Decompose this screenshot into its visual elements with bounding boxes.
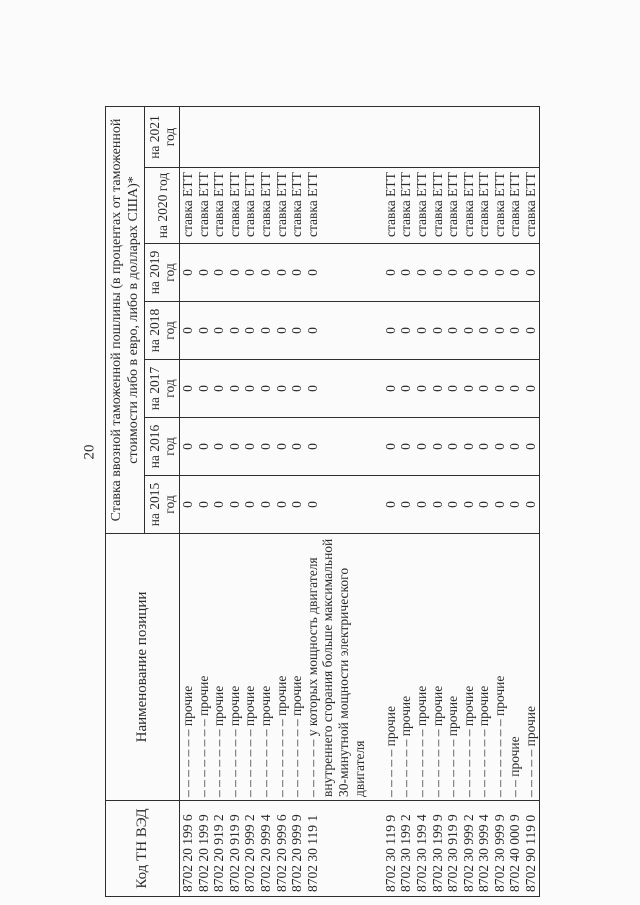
position-name: – – – – – – – – прочие	[274, 534, 290, 801]
position-name: – – – – – – – прочие	[476, 534, 492, 801]
table-row	[289, 106, 305, 896]
rate-value	[242, 106, 258, 167]
position-name: – – – – – – – прочие	[430, 534, 446, 801]
rate-value: 0	[414, 244, 430, 302]
position-name: – – – – – – – прочие	[414, 534, 430, 801]
rate-value	[523, 106, 539, 167]
rate-value: 0	[227, 476, 243, 534]
page-number: 20	[81, 444, 98, 460]
rate-value: 0	[523, 302, 539, 360]
rate-value: 0	[523, 418, 539, 476]
rate-value: 0	[414, 302, 430, 360]
tariff-code: 8702 30 919 9	[445, 801, 461, 897]
position-name: – – – – – – – прочие	[242, 534, 258, 801]
rate-value: 0	[445, 360, 461, 418]
rate-value	[414, 106, 430, 167]
rate-value: 0	[242, 302, 258, 360]
header-rate: Ставка ввозной таможенной пошлины (в процентах от таможенной стоимости либо в евро, либо в долларах США)*	[106, 106, 145, 533]
tariff-code: 8702 30 999 9	[492, 801, 508, 897]
header-name: Наименование позиции	[106, 534, 180, 801]
table-row	[211, 106, 227, 896]
rate-value: 0	[461, 476, 477, 534]
rate-value	[383, 106, 399, 167]
rate-value: ставка ЕТТ	[242, 168, 258, 244]
header-code: Код ТН ВЭД	[106, 801, 180, 897]
position-name: – – – – – – прочие	[445, 534, 461, 801]
rate-value: 0	[398, 302, 414, 360]
group-spacer	[367, 106, 383, 896]
rate-value: 0	[445, 302, 461, 360]
rate-value: ставка ЕТТ	[258, 168, 274, 244]
rate-value: 0	[492, 360, 508, 418]
rate-value: 0	[507, 476, 523, 534]
rate-value: ставка ЕТТ	[196, 168, 212, 244]
rate-value	[430, 106, 446, 167]
rate-value	[398, 106, 414, 167]
rate-value: 0	[289, 244, 305, 302]
rate-value: ставка ЕТТ	[305, 168, 367, 244]
rate-value: 0	[274, 302, 290, 360]
rate-value: 0	[305, 302, 367, 360]
tariff-code: 8702 20 199 9	[196, 801, 212, 897]
rate-value: 0	[289, 476, 305, 534]
rate-value: ставка ЕТТ	[180, 168, 196, 244]
position-name: – – – – – – – прочие	[180, 534, 196, 801]
header-year-2016: на 2016 год	[145, 418, 180, 476]
spacer-cell	[367, 418, 383, 476]
rate-value: 0	[383, 302, 399, 360]
rate-value: 0	[258, 244, 274, 302]
rate-value: 0	[492, 418, 508, 476]
rate-value: 0	[383, 476, 399, 534]
rate-value: 0	[211, 360, 227, 418]
rate-value: 0	[445, 476, 461, 534]
rate-value: ставка ЕТТ	[227, 168, 243, 244]
rate-value: 0	[507, 302, 523, 360]
rate-value: 0	[242, 418, 258, 476]
spacer-cell	[367, 476, 383, 534]
rate-value: 0	[289, 418, 305, 476]
tariff-code: 8702 20 919 2	[211, 801, 227, 897]
table-row	[430, 106, 446, 896]
position-name: – – – – – – – прочие	[227, 534, 243, 801]
rate-value: 0	[227, 302, 243, 360]
rate-value: 0	[305, 360, 367, 418]
rate-value: 0	[383, 244, 399, 302]
tariff-code: 8702 30 199 9	[430, 801, 446, 897]
table-row	[507, 106, 523, 896]
rate-value: ставка ЕТТ	[414, 168, 430, 244]
rate-value: ставка ЕТТ	[507, 168, 523, 244]
position-name: – – – – – – у которых мощность двигателя внутреннего сгорания больше максимальной 30-минутной мощности электрического двигателя	[305, 534, 367, 801]
rate-value: 0	[180, 418, 196, 476]
rate-value: 0	[492, 302, 508, 360]
tariff-code: 8702 30 199 2	[398, 801, 414, 897]
rate-value: ставка ЕТТ	[430, 168, 446, 244]
rate-value: 0	[414, 476, 430, 534]
rate-value: ставка ЕТТ	[476, 168, 492, 244]
rate-value	[227, 106, 243, 167]
rate-value: 0	[258, 476, 274, 534]
rate-value: 0	[476, 244, 492, 302]
rate-value: ставка ЕТТ	[211, 168, 227, 244]
rate-value: ставка ЕТТ	[274, 168, 290, 244]
tariff-code: 8702 20 919 9	[227, 801, 243, 897]
rate-value: 0	[274, 418, 290, 476]
table-row	[227, 106, 243, 896]
rate-value: 0	[305, 418, 367, 476]
rate-value: 0	[461, 244, 477, 302]
tariff-code: 8702 20 999 9	[289, 801, 305, 897]
rate-value: 0	[430, 418, 446, 476]
position-name: – – – – – – – – прочие	[289, 534, 305, 801]
rate-value: ставка ЕТТ	[492, 168, 508, 244]
rate-value: 0	[180, 302, 196, 360]
tariff-code: 8702 20 999 4	[258, 801, 274, 897]
rate-value: 0	[476, 302, 492, 360]
rate-value	[461, 106, 477, 167]
rate-value: 0	[461, 418, 477, 476]
rate-value: 0	[398, 360, 414, 418]
rate-value: 0	[492, 476, 508, 534]
rate-value: 0	[398, 244, 414, 302]
rate-value	[445, 106, 461, 167]
rate-value: 0	[476, 476, 492, 534]
rate-value: 0	[180, 244, 196, 302]
tariff-code: 8702 30 199 4	[414, 801, 430, 897]
rate-value: 0	[523, 244, 539, 302]
rate-value: 0	[430, 302, 446, 360]
table-row	[180, 106, 196, 896]
rate-value: 0	[227, 244, 243, 302]
table-row	[492, 106, 508, 896]
rate-value: 0	[180, 476, 196, 534]
position-name: – – – – – – – – прочие	[492, 534, 508, 801]
header-year-2019: на 2019 год	[145, 244, 180, 302]
table-row	[445, 106, 461, 896]
rate-value: 0	[196, 360, 212, 418]
header-year-2018: на 2018 год	[145, 302, 180, 360]
position-name: – – – – – прочие	[523, 534, 539, 801]
position-name: – – – – – – прочие	[398, 534, 414, 801]
rate-value: ставка ЕТТ	[461, 168, 477, 244]
rate-value: 0	[476, 360, 492, 418]
spacer-cell	[367, 168, 383, 244]
rate-value: 0	[242, 244, 258, 302]
position-name: – – – – – прочие	[383, 534, 399, 801]
rate-value	[476, 106, 492, 167]
tariff-code: 8702 30 999 2	[461, 801, 477, 897]
rate-value: 0	[398, 476, 414, 534]
spacer-cell	[367, 302, 383, 360]
rate-value: 0	[523, 476, 539, 534]
rate-value	[305, 106, 367, 167]
rate-value: 0	[507, 244, 523, 302]
rate-value: 0	[289, 302, 305, 360]
position-name: – – – – – – – прочие	[258, 534, 274, 801]
rate-value: 0	[227, 418, 243, 476]
rate-value: 0	[305, 476, 367, 534]
rate-value: 0	[227, 360, 243, 418]
rate-value: 0	[445, 244, 461, 302]
rate-value: 0	[476, 418, 492, 476]
rate-value: 0	[461, 360, 477, 418]
rate-value: 0	[242, 476, 258, 534]
rate-value: 0	[430, 360, 446, 418]
rate-value: ставка ЕТТ	[398, 168, 414, 244]
table-row	[258, 106, 274, 896]
rate-value: ставка ЕТТ	[523, 168, 539, 244]
tariff-code: 8702 30 119 1	[305, 801, 367, 897]
rate-value: 0	[258, 360, 274, 418]
table-row	[523, 106, 539, 896]
rate-value: 0	[242, 360, 258, 418]
rate-value: 0	[461, 302, 477, 360]
rate-value: 0	[196, 418, 212, 476]
rate-value: 0	[430, 476, 446, 534]
position-name: – – – – – – – – прочие	[196, 534, 212, 801]
rate-value: 0	[211, 418, 227, 476]
table-row	[398, 106, 414, 896]
rate-value: 0	[196, 476, 212, 534]
rate-value: 0	[507, 418, 523, 476]
spacer-cell	[367, 360, 383, 418]
rate-value: 0	[492, 244, 508, 302]
position-name: – – прочие	[507, 534, 523, 801]
rate-value: 0	[211, 244, 227, 302]
rate-value	[258, 106, 274, 167]
rate-value	[274, 106, 290, 167]
table-row	[414, 106, 430, 896]
position-name: – – – – – – – прочие	[211, 534, 227, 801]
rate-value: 0	[274, 476, 290, 534]
header-year-2021: на 2021 год	[145, 106, 180, 167]
rate-value: 0	[180, 360, 196, 418]
rate-value: 0	[383, 418, 399, 476]
rate-value: 0	[258, 418, 274, 476]
table-row	[196, 106, 212, 896]
spacer-cell	[367, 106, 383, 167]
table-row	[383, 106, 399, 896]
tariff-code: 8702 40 000 9	[507, 801, 523, 897]
rate-value: 0	[414, 360, 430, 418]
spacer-cell	[367, 244, 383, 302]
table-body	[180, 106, 540, 896]
table-row	[476, 106, 492, 896]
rotated-page-content	[105, 107, 599, 897]
rate-value: 0	[211, 476, 227, 534]
spacer-cell	[367, 801, 383, 897]
rate-value: ставка ЕТТ	[383, 168, 399, 244]
rate-value: ставка ЕТТ	[445, 168, 461, 244]
rate-value: 0	[258, 302, 274, 360]
tariff-code: 8702 30 999 4	[476, 801, 492, 897]
rate-value	[507, 106, 523, 167]
rate-value: 0	[430, 244, 446, 302]
tariff-code: 8702 20 999 6	[274, 801, 290, 897]
rate-value: 0	[523, 360, 539, 418]
rate-value: 0	[289, 360, 305, 418]
tariff-table	[105, 106, 540, 897]
rate-value: 0	[274, 360, 290, 418]
rate-value	[196, 106, 212, 167]
tariff-code: 8702 30 119 9	[383, 801, 399, 897]
tariff-code: 8702 90 119 0	[523, 801, 539, 897]
table-row	[461, 106, 477, 896]
rate-value: 0	[211, 302, 227, 360]
header-year-2015: на 2015 год	[145, 476, 180, 534]
rate-value: 0	[414, 418, 430, 476]
spacer-cell	[367, 534, 383, 801]
rate-value: 0	[274, 244, 290, 302]
header-year-2017: на 2017 год	[145, 360, 180, 418]
table-row	[242, 106, 258, 896]
tariff-code: 8702 20 999 2	[242, 801, 258, 897]
rate-value	[289, 106, 305, 167]
rate-value: 0	[383, 360, 399, 418]
rate-value	[492, 106, 508, 167]
rate-value	[180, 106, 196, 167]
rate-value: 0	[507, 360, 523, 418]
rate-value	[211, 106, 227, 167]
tariff-code: 8702 20 199 6	[180, 801, 196, 897]
rate-value: 0	[445, 418, 461, 476]
header-year-2020: на 2020 год	[145, 168, 180, 244]
rate-value: ставка ЕТТ	[289, 168, 305, 244]
table-row	[274, 106, 290, 896]
table-row	[305, 106, 367, 896]
rate-value: 0	[398, 418, 414, 476]
rate-value: 0	[196, 244, 212, 302]
rate-value: 0	[196, 302, 212, 360]
rate-value: 0	[305, 244, 367, 302]
position-name: – – – – – – – прочие	[461, 534, 477, 801]
